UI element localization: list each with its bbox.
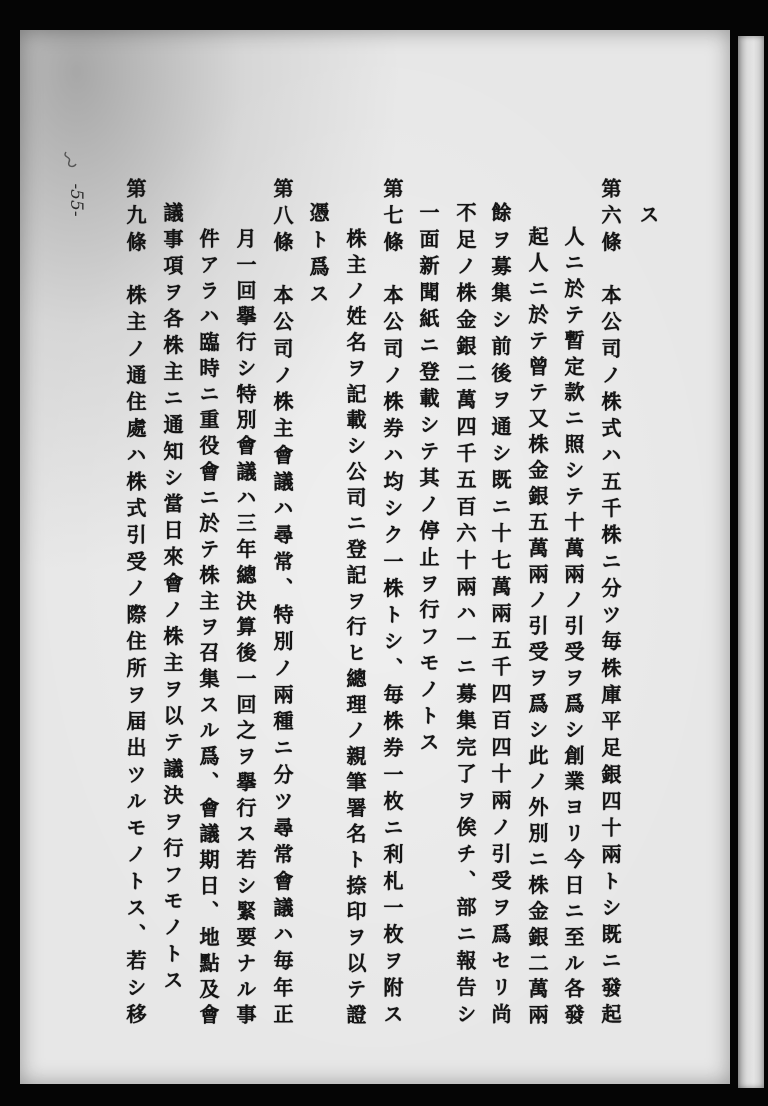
text-column-4: 起人ニ於テ曾テ又株金銀五萬兩ノ引受ヲ爲シ此ノ外別ニ株金銀二萬兩 <box>525 226 549 1030</box>
text-column-6: 不足ノ株金銀二萬四千五百六十兩ハ一ニ募集完了ヲ俟チ、部ニ報告シ <box>453 202 477 1030</box>
text-column-13: 件アラハ臨時ニ重役會ニ於テ株主ヲ召集スル爲、會議期日、地點及會 <box>196 228 220 1030</box>
text-column-3: 人ニ於テ暫定款ニ照シテ十萬兩ノ引受ヲ爲シ創業ヨリ今日ニ至ル各發 <box>561 226 585 1030</box>
text-column-7: 一面新聞紙ニ登載シテ其ノ停止ヲ行フモノトス <box>416 202 440 758</box>
pencil-mark-icon <box>60 148 84 174</box>
text-column-1: ス <box>636 204 660 224</box>
text-column-10: 憑ト爲ス <box>306 202 330 310</box>
text-column-2: 第六條 本公司ノ株式ハ五千株ニ分ツ毎株庫平足銀四十兩トシ既ニ發起 <box>598 178 622 1030</box>
text-column-11: 第八條 本公司ノ株主會議ハ尋常、特別ノ兩種ニ分ツ尋常會議ハ毎年正 <box>270 178 294 1030</box>
text-column-5: 餘ヲ募集シ前後ヲ通シ既ニ十七萬兩五千四百四十兩ノ引受ヲ爲セリ尚 <box>488 202 512 1030</box>
text-column-9: 株主ノ姓名ヲ記載シ公司ニ登記ヲ行ヒ總理ノ親筆署名ト捺印ヲ以テ證 <box>343 228 367 1030</box>
text-column-8: 第七條 本公司ノ株券ハ均シク一株トシ、毎株券一枚ニ利札一枚ヲ附ス <box>380 178 404 1030</box>
page-number-mark: -55- <box>66 183 86 217</box>
page-edge-strip <box>738 36 764 1088</box>
text-column-14: 議事項ヲ各株主ニ通知シ當日來會ノ株主ヲ以テ議決ヲ行フモノトス <box>160 202 184 996</box>
text-column-15: 第九條 株主ノ通住處ハ株式引受ノ際住所ヲ届出ツルモノトス、若シ移 <box>123 178 147 1030</box>
text-column-12: 月一回擧行シ特別會議ハ三年總決算後一回之ヲ擧行ス若シ緊要ナル事 <box>233 228 257 1030</box>
